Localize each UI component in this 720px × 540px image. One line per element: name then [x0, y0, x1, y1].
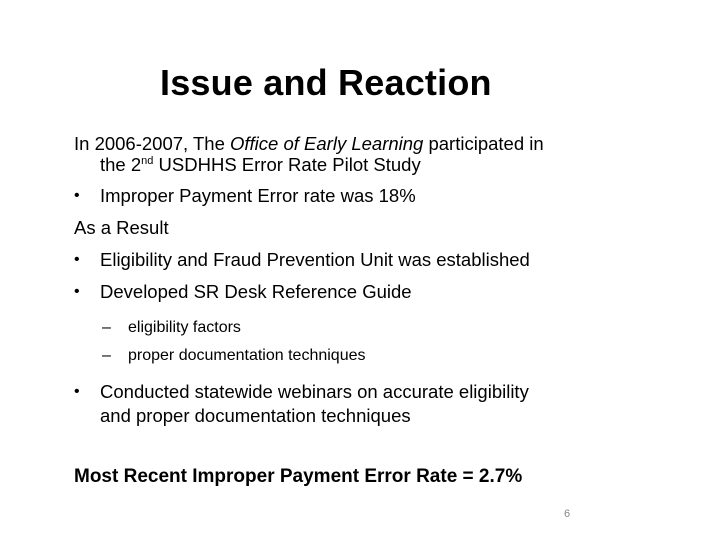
- sub-item: [74, 314, 634, 342]
- dash-icon: –: [102, 319, 111, 336]
- bullet-icon: •: [74, 283, 80, 300]
- bullet-text: Developed SR Desk Reference Guide: [100, 281, 412, 302]
- bullet-text-line-2: and proper documentation techniques: [100, 405, 411, 426]
- intro-cont-suffix: USDHHS Error Rate Pilot Study: [153, 154, 421, 175]
- dash-icon: –: [102, 347, 111, 364]
- sub-item-text: proper documentation techniques: [128, 347, 366, 364]
- bullet-icon: •: [74, 251, 80, 268]
- bullet-text: Eligibility and Fraud Prevention Unit was established: [100, 249, 530, 270]
- bullet-icon: •: [74, 187, 80, 204]
- intro-continuation: [74, 154, 634, 176]
- bullet-text-line-1: Conducted statewide webinars on accurate eligibility: [100, 381, 529, 402]
- intro-suffix: participated in: [423, 133, 544, 154]
- intro-cont-sup: nd: [141, 154, 154, 167]
- sub-item: [74, 342, 634, 370]
- bullet-item: [74, 380, 634, 428]
- intro-org: Office of Early Learning: [230, 133, 424, 154]
- slide-body: [74, 128, 634, 428]
- slide-title: Issue and Reaction: [160, 62, 492, 103]
- bullet-item: [74, 244, 634, 276]
- sub-list: [74, 314, 634, 370]
- intro-prefix: In 2006-2007, The: [74, 133, 231, 154]
- sub-item-text: eligibility factors: [128, 319, 241, 336]
- bullet-text: Improper Payment Error rate was 18%: [100, 185, 416, 206]
- as-a-result-line: As a Result: [74, 217, 169, 238]
- bullet-item: [74, 276, 634, 308]
- bullet-item: [74, 180, 634, 212]
- page-number: 6: [564, 508, 571, 520]
- intro-cont-prefix: the 2: [100, 154, 142, 175]
- bullet-icon: •: [74, 383, 80, 400]
- recent-error-rate: Most Recent Improper Payment Error Rate = 2.7%: [74, 466, 523, 487]
